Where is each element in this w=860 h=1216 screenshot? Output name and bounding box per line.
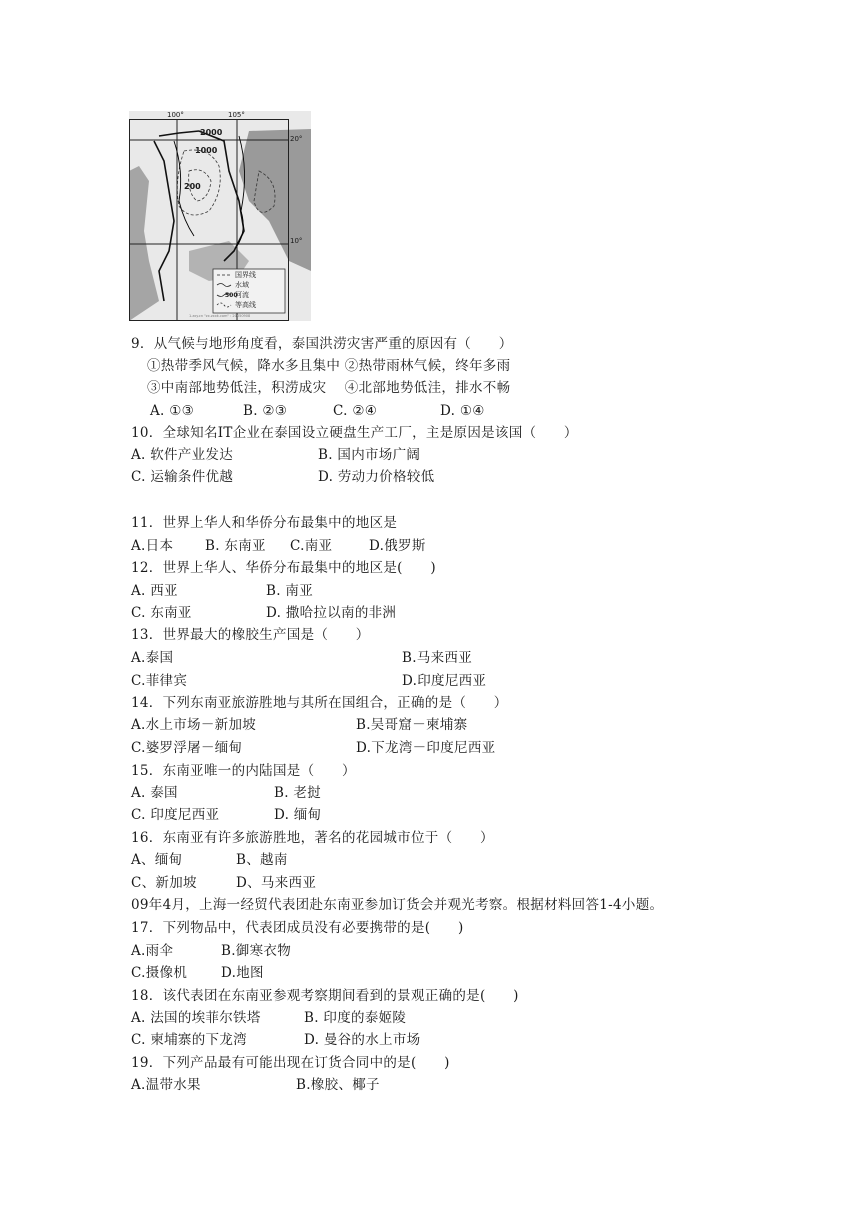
text-line: [0, 917, 860, 939]
option-text: A.泰国: [131, 650, 174, 666]
option-text: A.日本: [131, 538, 174, 554]
line-text: 9．从气候与地形角度看，泰国洪涝灾害严重的原因有（ ）: [131, 336, 513, 352]
option-text: B.马来西亚: [402, 650, 473, 666]
text-line: [0, 985, 860, 1007]
text-line: [0, 804, 860, 826]
text-line: [0, 1074, 860, 1096]
text-line: [0, 400, 860, 422]
contour-label-2000: 2000: [200, 128, 223, 137]
option-text: B.橡胶、椰子: [296, 1077, 380, 1093]
line-text: 19．下列产品最有可能出现在订货合同中的是( ): [131, 1055, 450, 1071]
option-text: B. 南亚: [266, 583, 314, 599]
text-line: [0, 647, 860, 669]
option-text: A. 西亚: [131, 583, 178, 599]
option-text: D. 劳动力价格较低: [318, 469, 435, 485]
line-text: 16．东南亚有许多旅游胜地，著名的花园城市位于（ ）: [131, 830, 494, 846]
option-text: D、马来西亚: [236, 875, 317, 891]
map-watermark: 1.zxy.cn "zx.zxxk.com" : 20050908: [189, 314, 251, 318]
option-text: B. ②③: [243, 403, 288, 419]
text-line: [0, 1007, 860, 1029]
line-text: 18．该代表团在东南亚参观考察期间看到的景观正确的是( ): [131, 988, 519, 1004]
legend-border: 国界线: [235, 271, 256, 279]
option-text: B. 老挝: [274, 785, 322, 801]
contour-label-1000: 1000: [195, 146, 218, 155]
option-text: D. ①④: [440, 403, 485, 419]
text-line: [0, 670, 860, 692]
text-line: [0, 512, 860, 534]
option-text: C. 柬埔寨的下龙湾: [131, 1032, 247, 1048]
text-line: [0, 444, 860, 466]
option-text: B. 东南亚: [205, 538, 266, 554]
option-text: A.温带水果: [131, 1077, 201, 1093]
line-text: 15．东南亚唯一的内陆国是（ ）: [131, 763, 356, 779]
option-text: B、越南: [236, 852, 288, 868]
line-text: 11．世界上华人和华侨分布最集中的地区是: [131, 515, 398, 531]
text-line: [0, 692, 860, 714]
text-line: [0, 466, 860, 488]
text-line: [0, 962, 860, 984]
option-text: D.下龙湾－印度尼西亚: [356, 740, 496, 756]
text-line: [0, 580, 860, 602]
option-text: D.俄罗斯: [369, 538, 426, 554]
thailand-map: [129, 111, 311, 321]
line-text: 09年4月，上海一经贸代表团赴东南亚参加订货会并观光考察。根据材料回答1-4小题。: [131, 897, 664, 913]
lon-label-105: 105°: [228, 111, 245, 119]
option-text: D. 撒哈拉以南的非洲: [266, 605, 397, 621]
legend-river: 河流: [235, 291, 249, 299]
text-line: [0, 872, 860, 894]
line-text: 10．全球知名IT企业在泰国设立硬盘生产工厂，主是原因是该国（ ）: [131, 425, 578, 441]
option-text: A. 法国的埃菲尔铁塔: [131, 1010, 261, 1026]
lat-label-10: 10°: [290, 237, 303, 245]
option-text: C. 印度尼西亚: [131, 807, 220, 823]
option-text: A. 软件产业发达: [131, 447, 234, 463]
line-text: 17．下列物品中，代表团成员没有必要携带的是( ): [131, 920, 464, 936]
legend-contour: 等高线: [235, 301, 256, 309]
text-line: [0, 1029, 860, 1051]
text-line: [0, 827, 860, 849]
text-line: [0, 849, 860, 871]
line-text: 12．世界上华人、华侨分布最集中的地区是( ): [131, 560, 436, 576]
line-text: 13．世界最大的橡胶生产国是（ ）: [131, 627, 370, 643]
option-text: A.雨伞: [131, 943, 174, 959]
lon-label-100: 100°: [167, 111, 184, 119]
text-line: [0, 782, 860, 804]
option-text: B. 国内市场广阔: [318, 447, 421, 463]
option-text: A. 泰国: [131, 785, 178, 801]
contour-label-200: 200: [184, 182, 201, 191]
option-text: A.水上市场－新加坡: [131, 717, 257, 733]
option-text: C. 东南亚: [131, 605, 192, 621]
text-line: [0, 602, 860, 624]
option-text: D.地图: [221, 965, 264, 981]
option-text: D. 曼谷的水上市场: [304, 1032, 421, 1048]
text-line: [0, 333, 860, 355]
line-text: 14．下列东南亚旅游胜地与其所在国组合，正确的是（ ）: [131, 695, 508, 711]
text-line: [0, 894, 860, 916]
option-text: C.南亚: [290, 538, 333, 554]
text-line: [0, 422, 860, 444]
text-line: [0, 557, 860, 579]
line-text: ③中南部地势低洼，积涝成灾 ④北部地势低洼，排水不畅: [147, 380, 511, 396]
text-line: [0, 940, 860, 962]
option-text: C、新加坡: [131, 875, 197, 891]
option-text: C. ②④: [333, 403, 378, 419]
lat-label-20: 20°: [290, 135, 303, 143]
option-text: D. 缅甸: [274, 807, 322, 823]
option-text: B.御寒衣物: [221, 943, 292, 959]
text-line: [0, 760, 860, 782]
text-line: [0, 1052, 860, 1074]
text-line: [0, 535, 860, 557]
text-line: [0, 377, 860, 399]
option-text: C.婆罗浮屠－缅甸: [131, 740, 243, 756]
text-line: [0, 737, 860, 759]
option-text: B. 印度的泰姬陵: [304, 1010, 407, 1026]
text-line: [0, 714, 860, 736]
option-text: B.吴哥窟－柬埔寨: [356, 717, 468, 733]
option-text: A、缅甸: [131, 852, 183, 868]
legend-water: 水域: [235, 281, 249, 289]
option-text: A. ①③: [150, 403, 195, 419]
option-text: C. 运输条件优越: [131, 469, 234, 485]
legend-contour-value: 500: [225, 292, 238, 299]
map-graphic: [129, 111, 311, 321]
line-text: ①热带季风气候，降水多且集中 ②热带雨林气候，终年多雨: [147, 358, 511, 374]
option-text: C.摄像机: [131, 965, 188, 981]
option-text: C.菲律宾: [131, 673, 188, 689]
option-text: D.印度尼西亚: [402, 673, 487, 689]
text-line: [0, 355, 860, 377]
text-line: [0, 624, 860, 646]
